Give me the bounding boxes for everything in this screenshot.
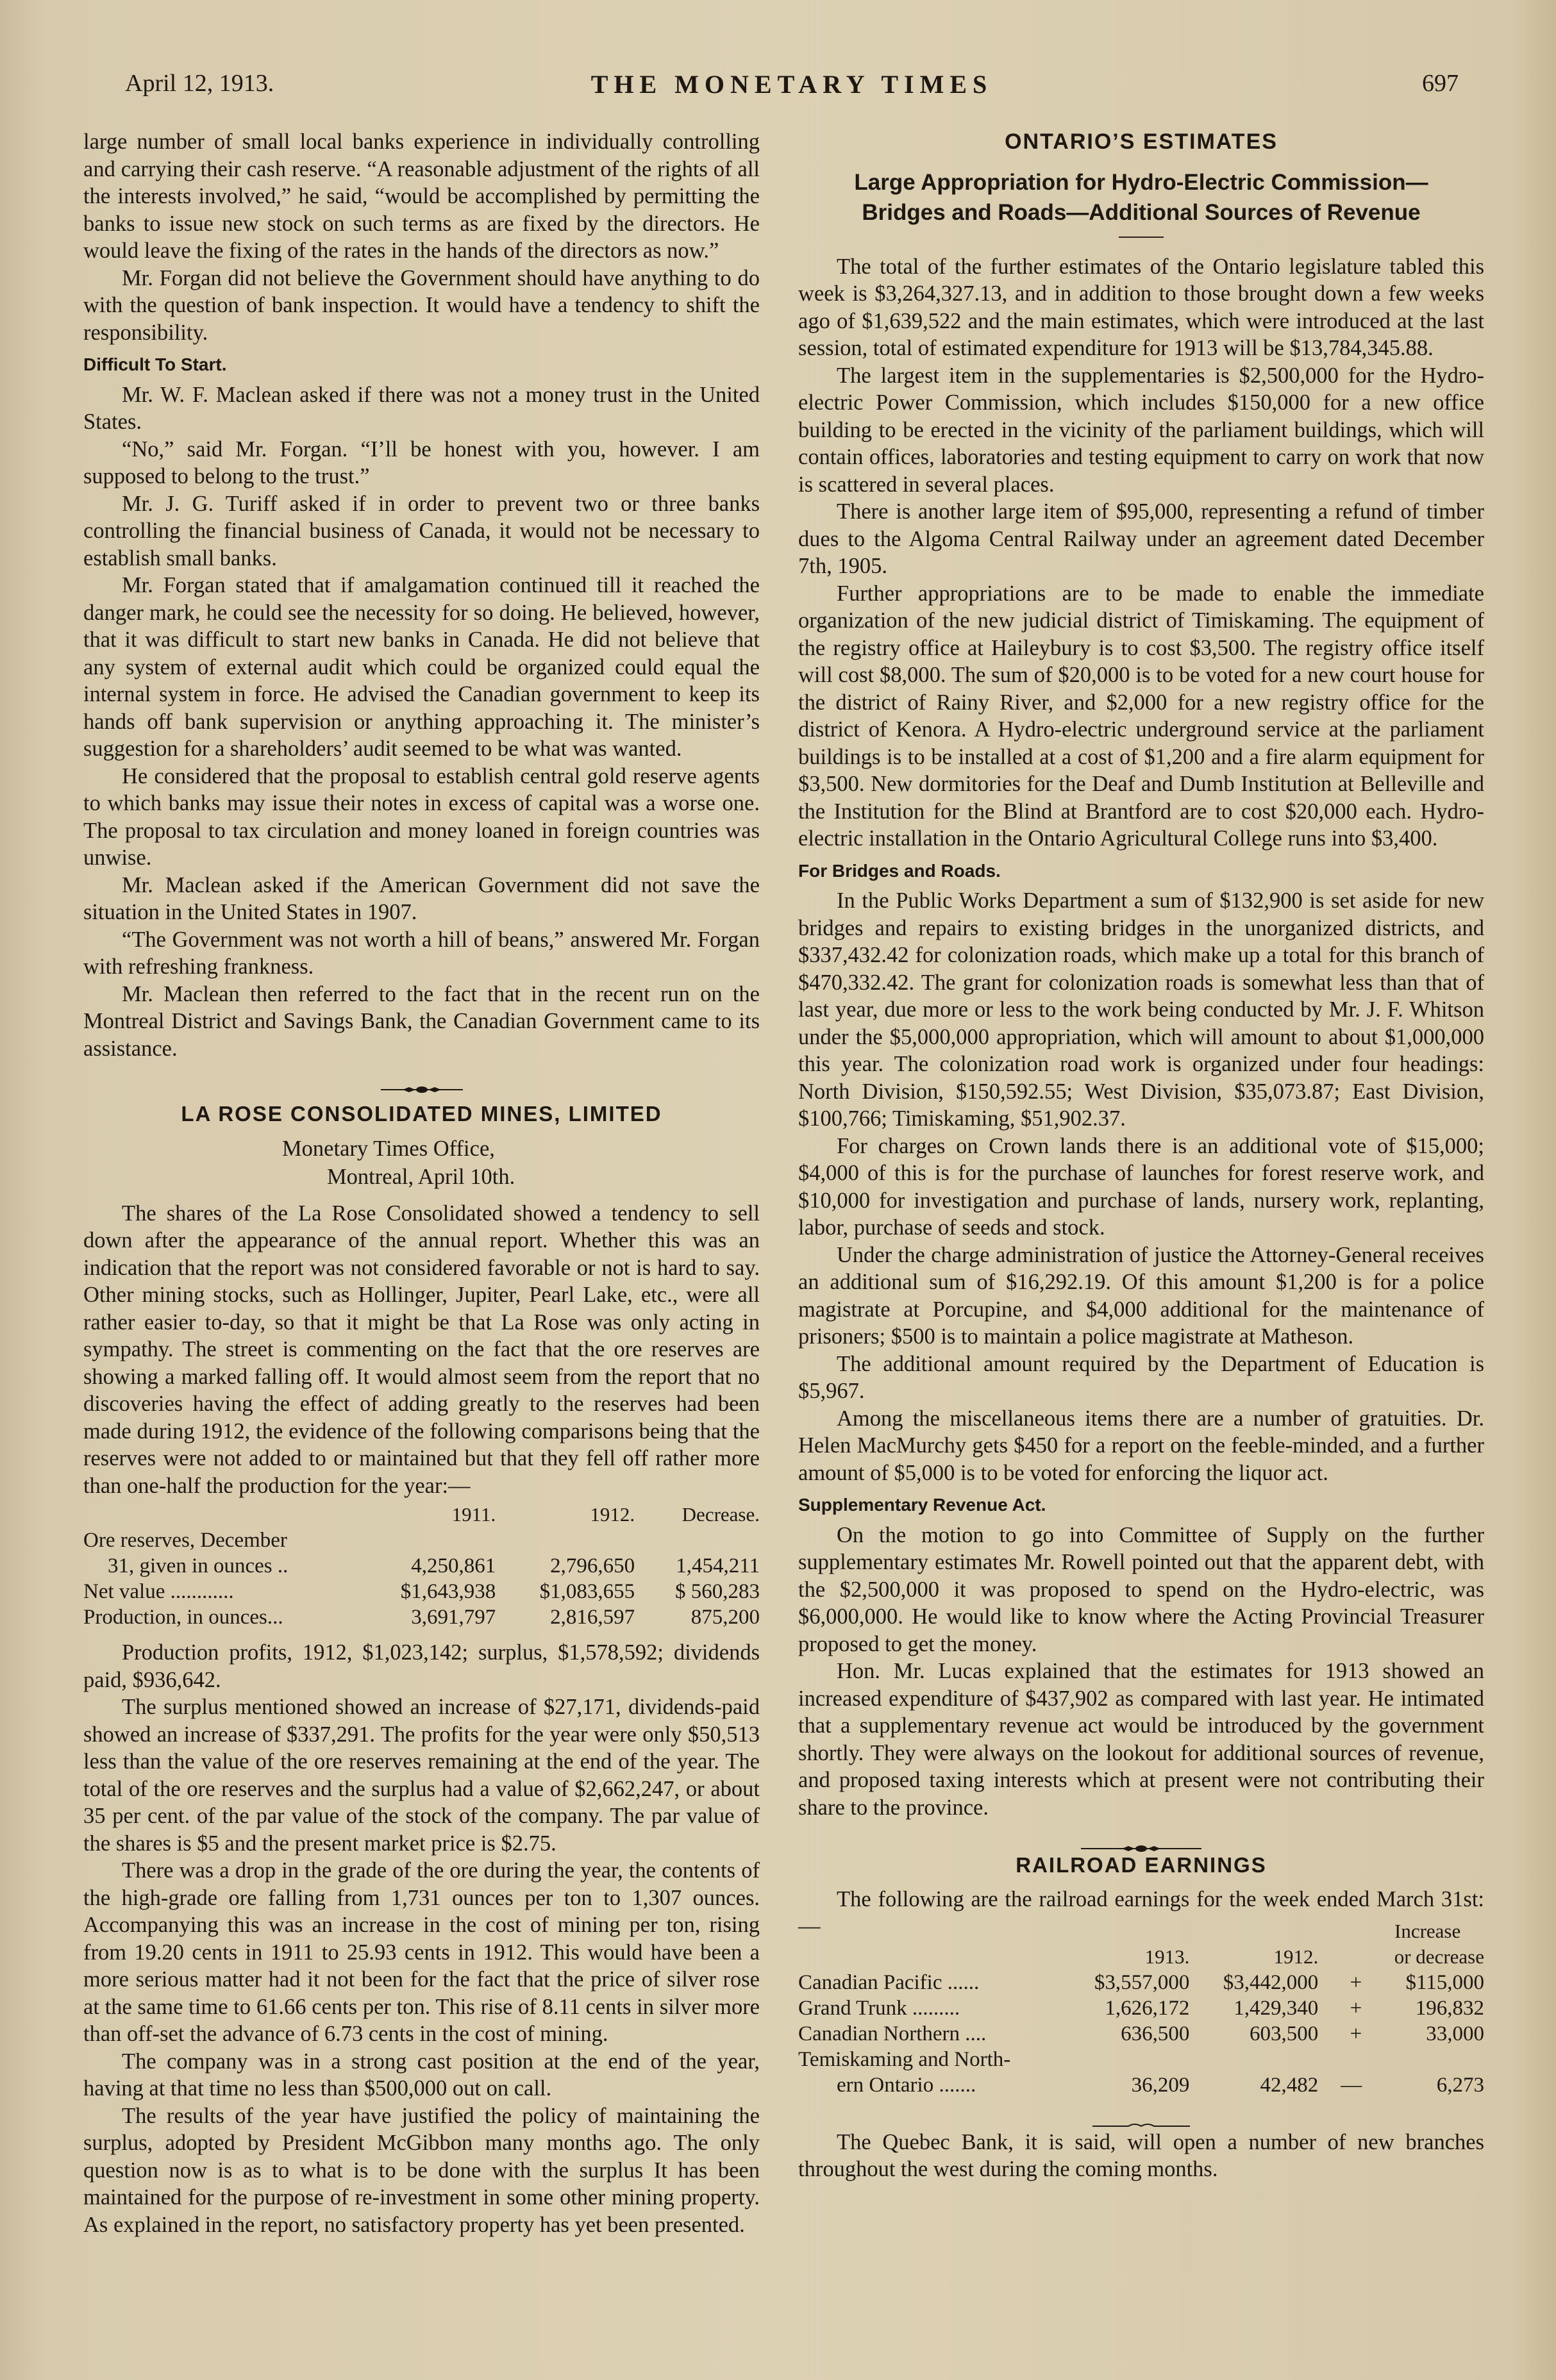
table-cell: 42,482 [1260, 2073, 1319, 2097]
paragraph: Under the charge administration of justice the Attorney-General receives an additional sum of $16,292.19. Of this amount $1,200 is for a police magistrate at Porcupine, and $4,000 additional for the maintenance of prisoners; $500 is to maintain a police magistrate at Matheson. [798, 1242, 1484, 1349]
table-header: 1912. [590, 1503, 635, 1526]
table-row [83, 1604, 760, 1630]
paragraph: The total of the further estimates of the Ontario legislature tabled this week is $3,264,327.13, and in addition to those brought down a few weeks ago of $1,639,522 and the main estimates, which were introduced at the last session, total of estimated expenditure for 1913 will be $13,784,345.88. [798, 254, 1484, 360]
paragraph: Mr. Forgan stated that if amalgamation continued till it reached the danger mark, he could see the necessity for so doing. He believed, however, that it was difficult to start new banks in Canada. He did not believe that any system of external audit which could be organized could equal the internal system in force. He advised the Canadian government to keep its hands off bank supervision or anything approaching it. The minister’s suggestion for a shareholders’ audit seemed to be what was wanted. [83, 573, 760, 761]
paragraph: Production profits, 1912, $1,023,142; surplus, $1,578,592; dividends paid, $936,642. [83, 1640, 760, 1692]
paragraph: Mr. Forgan did not believe the Government should have anything to do with the question of bank inspection. It would have a tendency to shift the responsibility. [83, 265, 760, 345]
running-head [125, 69, 1459, 108]
subheading: For Bridges and Roads. [798, 860, 1001, 881]
article-title-railroad: RAILROAD EARNINGS [1016, 1853, 1267, 1877]
table-cell: 36,209 [1131, 2073, 1190, 2097]
table-header-row [798, 1944, 1484, 1970]
ore-reserves-table [83, 1502, 760, 1630]
paragraph: There was a drop in the grade of the ore during the year, the contents of the high-grade ore falling from 1,731 ounces per ton to 1,307 ounces. Accompanying this was an increase in the cost of mining per ton, rising from 19.20 cents in 1911 to 25.93 cents in 1912. This would have been a more serious matter had it not been for the fact that the price of silver rose at the same time to 61.66 cents per ton. This rise of 8.11 cents in silver more than off-set the advance of 6.73 cents in the cost of mining. [83, 1858, 760, 2046]
paragraph: The surplus mentioned showed an increase of $27,171, dividends-paid showed an increase of $337,291. The profits for the year were only $50,513 less than the value of the ore reserves remaining at the end of the year. The total of the ore reserves and the surplus had a value of $2,662,247, or about 35 per cent. of the par value of the stock of the company. The par value of the shares is $5 and the present market price is $2.75. [83, 1695, 760, 1856]
short-rule [1119, 237, 1164, 238]
table-cell: + [1350, 1996, 1362, 2020]
paragraph: large number of small local banks experience in individually controlling and carrying their cash reserve. “A reasonable adjustment of the rights of all the interests involved,” he said, “would be accomplished by permitting the banks to issue new stock on such terms as are fixed by the directors. He would leave the fixing of the rates in the hands of the directors as now.” [83, 129, 760, 263]
paragraph: The largest item in the supplementaries is $2,500,000 for the Hydro-electric Power Commission, which includes $150,000 for a new office building to be erected in the vicinity of the parliament buildings, which will contain offices, laboratories and testing equipment to carry on work that now is scattered in several places. [798, 363, 1484, 497]
table-row [83, 1527, 760, 1553]
dateline-office: Monetary Times Office, [282, 1136, 495, 1161]
table-header-row [83, 1502, 760, 1527]
table-row [798, 2021, 1484, 2047]
table-cell: 2,816,597 [550, 1606, 635, 1629]
row-label: ern Ontario ....... [837, 2073, 976, 2097]
table-cell: 4,250,861 [411, 1554, 496, 1577]
paragraph: Mr. Maclean then referred to the fact that in the recent run on the Montreal District and Savings Bank, the Canadian Government came to its assistance. [83, 981, 760, 1061]
table-cell: $115,000 [1405, 1970, 1484, 1994]
table-header: Decrease. [682, 1503, 760, 1526]
table-cell: 2,796,650 [550, 1554, 635, 1577]
table-header: or decrease [1394, 1945, 1484, 1968]
article-title-ontario: ONTARIO’S ESTIMATES [1005, 129, 1278, 154]
row-label: Grand Trunk ......... [798, 1996, 960, 2020]
row-label: Ore reserves, December [83, 1529, 287, 1552]
table-row [798, 2047, 1484, 2072]
paragraph: There is another large item of $95,000, representing a refund of timber dues to the Algoma Central Railway under an agreement dated December 7th, 1905. [798, 499, 1484, 578]
row-label: Production, in ounces... [83, 1606, 283, 1629]
paragraph: The additional amount required by the Department of Education is $5,967. [798, 1351, 1484, 1403]
table-row [83, 1553, 760, 1579]
paragraph: The results of the year have justified the policy of maintaining the surplus, adopted by President McGibbon many months ago. The only question now is as to what is to be done with the surplus It has been maintained for the purpose of re-investment in some other mining property. As explained in the report, no satisfactory property has yet been presented. [83, 2103, 760, 2237]
paragraph: The Quebec Bank, it is said, will open a number of new branches throughout the west during the coming months. [798, 2129, 1484, 2181]
subheading: Supplementary Revenue Act. [798, 1495, 1046, 1515]
paragraph: For charges on Crown lands there is an additional vote of $15,000; $4,000 of this is for the purchase of launches for forest reserve work, and $10,000 for investigation and purchase of lands, nursery work, replanting, labor, purchase of seeds and stock. [798, 1133, 1484, 1240]
dateline [83, 1135, 760, 1191]
table-cell: 875,200 [690, 1606, 760, 1629]
paragraph: Mr. Maclean asked if the American Government did not save the situation in the United States in 1907. [83, 872, 760, 924]
paragraph: The company was in a strong cast position at the end of the year, having at that time no less than $500,000 out on call. [83, 2049, 760, 2101]
row-label: Net value ............ [83, 1580, 234, 1603]
paragraph: “No,” said Mr. Forgan. “I’ll be honest with you, however. I am supposed to belong to the trust.” [83, 437, 760, 488]
issue-date: April 12, 1913. [125, 70, 274, 97]
right-column [798, 128, 1484, 2183]
deck-line: Bridges and Roads—Additional Sources of Revenue [862, 199, 1421, 225]
table-cell: 603,500 [1250, 2022, 1319, 2045]
paragraph: The following are the railroad earnings for the week ended March 31st:— [798, 1886, 1484, 1938]
page-number: 697 [1422, 70, 1459, 97]
paragraph: Further appropriations are to be made to enable the immediate organization of the new judicial district of Timiskaming. The equipment of the registry office at Haileybury is to cost $3,500. The registry office itself will cost $8,000. The sum of $20,000 is to be voted for a new court house for the district of Rainy River, and $2,000 for a new registry office for the district of Kenora. A Hydro-electric underground service at the parliament buildings is to be installed at a cost of $1,200 and a fire alarm equipment for $3,500. New dormitories for the Deaf and Dumb Institution at Belleville and the Institution for the Blind at Brantford are to cost $20,000 each. Hydro-electric installation in the Ontario Agricultural College runs into $3,400. [798, 581, 1484, 851]
table-cell: $3,442,000 [1223, 1970, 1319, 1994]
table-cell: 1,626,172 [1105, 1996, 1190, 2020]
table-row [798, 1995, 1484, 2021]
paragraph: The shares of the La Rose Consolidated showed a tendency to sell down after the appearance of the annual report. Whether this was an indication that the report was not considered favorable or not is hard to say. Other mining stocks, such as Hollinger, Jupiter, Pearl Lake, etc., were all rather easier to-day, so that it might be that La Rose was only acting in sympathy. The street is commenting on the fact that the ore reserves are showing a marked falling off. It would almost seem from the report that no discoveries having the effect of adding greatly to the reserves had been made during 1912, the evidence of the following comparisons being that the reserves were not added to or maintained but that they fell off rather more than one-half the production for the year:— [83, 1201, 760, 1498]
paragraph: He considered that the proposal to establish central gold reserve agents to which banks may issue their notes in excess of capital was a worse one. The proposal to tax circulation and money loaned in foreign countries was unwise. [83, 763, 760, 870]
row-label: 31, given in ounces .. [108, 1554, 289, 1577]
section-ornament [798, 2110, 1484, 2118]
paragraph: Among the miscellaneous items there are a number of gratuities. Dr. Helen MacMurchy gets $450 for a report on the feeble-minded, and a further amount of $5,000 is to be voted for enforcing the liquor act. [798, 1406, 1484, 1485]
publication-title: THE MONETARY TIMES [590, 70, 993, 99]
paragraph: In the Public Works Department a sum of $132,900 is set aside for new bridges and repairs to existing bridges in the unorganized districts, and $337,432.42 for colonization roads, which make up a total for this branch of $470,332.42. The grant for colonization roads is somewhat less than that of last year, due more or less to the work being conducted by Mr. J. F. Whitson under the $5,000,000 appropriation, which will amount to about $1,000,000 this year. The colonization road work is organized under four headings: North Division, $150,592.55; West Division, $35,073.87; East Division, $100,766; Timiskaming, $51,902.37. [798, 888, 1484, 1131]
paragraph: Hon. Mr. Lucas explained that the estimates for 1913 showed an increased expenditure of $437,902 as compared with last year. He intimated that a supplementary revenue act would be introduced by the government shortly. They were always on the lookout for additional sources of revenue, and proposed taxing interests which at present were not contributing their share to the province. [798, 1659, 1484, 1820]
table-cell: $ 560,283 [675, 1580, 760, 1603]
paragraph: Mr. J. G. Turiff asked if in order to prevent two or three banks controlling the financial business of Canada, it would not be necessary to establish small banks. [83, 491, 760, 570]
table-cell: 33,000 [1426, 2022, 1484, 2045]
table-cell: $1,643,938 [400, 1580, 496, 1603]
left-column [83, 128, 760, 2238]
table-cell: 1,454,211 [676, 1554, 760, 1577]
section-ornament [798, 1833, 1484, 1842]
table-row [798, 1970, 1484, 1995]
table-row [83, 1579, 760, 1604]
table-header: 1911. [451, 1503, 496, 1526]
row-label: Canadian Pacific ...... [798, 1970, 980, 1994]
table-header: Increase [1394, 1919, 1461, 1942]
paragraph: “The Government was not worth a hill of beans,” answered Mr. Forgan with refreshing frankness. [83, 927, 760, 979]
section-ornament [83, 1074, 760, 1083]
table-cell: $1,083,655 [539, 1580, 635, 1603]
table-cell: + [1350, 1970, 1362, 1994]
table-header-row [798, 1918, 1484, 1944]
deck-line: Large Appropriation for Hydro-Electric Commission— [854, 169, 1428, 195]
table-cell: + [1350, 2022, 1362, 2045]
table-cell: $3,557,000 [1094, 1970, 1190, 1994]
railroad-earnings-table [798, 1918, 1484, 2098]
table-cell: 636,500 [1121, 2022, 1190, 2045]
article-deck [798, 167, 1484, 228]
paragraph: Mr. W. F. Maclean asked if there was not a money trust in the United States. [83, 382, 760, 434]
table-cell: 6,273 [1436, 2073, 1484, 2097]
row-label: Canadian Northern .... [798, 2022, 987, 2045]
table-header: 1913. [1144, 1945, 1190, 1968]
table-row [798, 2072, 1484, 2098]
ornament-divider-icon [377, 1085, 467, 1094]
table-cell: 196,832 [1415, 1996, 1484, 2020]
paragraph: On the motion to go into Committee of Supply on the further supplementary estimates Mr. Rowell pointed out that the apparent debt, with the $2,500,000 it was proposed to spend on the Hydro-electric, was $6,000,000. He would like to know where the Acting Provincial Treasurer proposed to get the money. [798, 1522, 1484, 1656]
table-cell: 3,691,797 [411, 1606, 496, 1629]
dateline-place: Montreal, April 10th. [327, 1164, 515, 1189]
table-header: 1912. [1273, 1945, 1319, 1968]
subheading: Difficult To Start. [83, 354, 227, 374]
table-cell: — [1341, 2073, 1362, 2097]
row-label: Temiskaming and North- [798, 2047, 1011, 2071]
table-cell: 1,429,340 [1234, 1996, 1319, 2020]
article-title-la-rose: LA ROSE CONSOLIDATED MINES, LIMITED [181, 1102, 662, 1126]
